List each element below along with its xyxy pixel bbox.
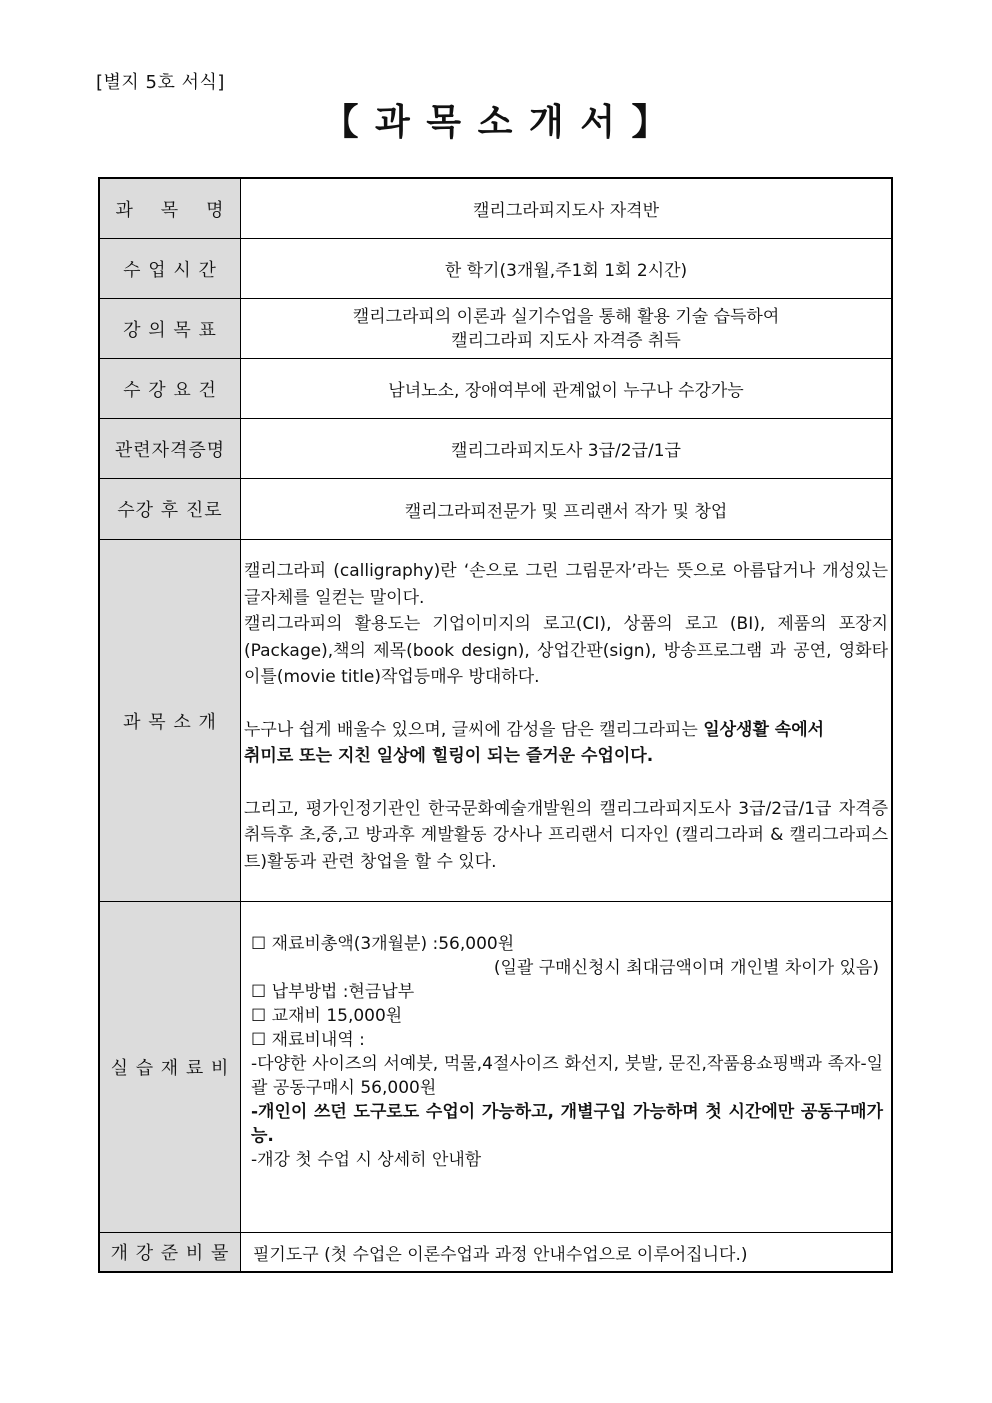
materials-textbook: ☐ 교재비 15,000원: [251, 1006, 403, 1026]
materials-guide: -개강 첫 수업 시 상세히 안내함: [251, 1150, 482, 1170]
intro-paragraph-3: [244, 717, 888, 744]
intro-p3-normal: 누구나 쉽게 배울수 있으며, 글씨에 감성을 담은 캘리그라피는: [244, 719, 704, 740]
goal-label: 강 의 목 표: [99, 299, 241, 359]
materials-own-tools: -개인이 쓰던 도구로도 수업이 가능하고, 개별구입 가능하며 첫 시간에만 공동구매가능.: [251, 1102, 883, 1146]
table-row: [99, 419, 892, 479]
requirements-value: 남녀노소, 장애여부에 관계없이 누구나 수강가능: [241, 359, 893, 419]
table-row: [99, 902, 892, 1233]
course-intro-table: [98, 177, 893, 1273]
class-time-label: 수 업 시 간: [99, 239, 241, 299]
intro-label: 과 목 소 개: [99, 540, 241, 902]
intro-paragraph-4: 그리고, 평가인정기관인 한국문화예술개발원의 캘리그라피지도사 3급/2급/1급 자격증 취득후 초,중,고 방과후 계발활동 강사나 프리랜서 디자인 (캘리그라퍼 & 캘리그라피스트)활동과 관련 창업을 할 수 있다.: [244, 798, 888, 872]
materials-value: [241, 902, 893, 1233]
preparation-value: 필기도구 (첫 수업은 이론수업과 과정 안내수업으로 이루어집니다.): [241, 1233, 893, 1273]
table-row: [99, 178, 892, 239]
class-time-value: 한 학기(3개월,주1회 1회 2시간): [241, 239, 893, 299]
intro-paragraph-2: 캘리그라피의 활용도는 기업이미지의 로고(CI), 상품의 로고 (BI), 제품의 포장지(Package),책의 제목(book design), 상업간판(sign), 방송프로그램 과 공연, 영화타이틀(movie title)작업등매우 방대하다.: [244, 614, 888, 687]
table-row: [99, 1233, 892, 1273]
table-row: [99, 299, 892, 359]
goal-line-2: 캘리그라피 지도사 자격증 취득: [451, 330, 681, 351]
career-value: 캘리그라피전문가 및 프리랜서 작가 및 창업: [241, 479, 893, 540]
intro-p3-bold-1: 일상생활 속에서: [703, 719, 825, 740]
certificate-label: 관련자격증명: [99, 419, 241, 479]
subject-value: 캘리그라피지도사 자격반: [241, 178, 893, 239]
document-title: 【 과 목 소 개 서 】: [322, 102, 670, 143]
table-row: [99, 239, 892, 299]
certificate-value: 캘리그라피지도사 3급/2급/1급: [241, 419, 893, 479]
table-row: [99, 359, 892, 419]
goal-value: [241, 299, 893, 359]
materials-total: ☐ 재료비총액(3개월분) :56,000원: [251, 934, 515, 954]
table-row: [99, 540, 892, 902]
table-row: [99, 479, 892, 540]
materials-payment: ☐ 납부방법 :현금납부: [251, 982, 415, 1002]
career-label: 수강 후 진로: [99, 479, 241, 540]
preparation-label: 개 강 준 비 물: [99, 1233, 241, 1273]
materials-note: (일괄 구매신청시 최대금액이며 개인별 차이가 있음): [493, 958, 879, 978]
goal-line-1: 캘리그라피의 이론과 실기수업을 통해 활용 기술 습득하여: [352, 306, 780, 327]
materials-items: -다양한 사이즈의 서예붓, 먹물,4절사이즈 화선지, 붓발, 문진,작품용쇼핑백과 족자-일괄 공동구매시 56,000원: [251, 1054, 883, 1098]
subject-label: 과 목 명: [99, 178, 241, 239]
materials-label: 실 습 재 료 비: [99, 902, 241, 1233]
materials-breakdown: ☐ 재료비내역 :: [251, 1030, 365, 1050]
intro-value: [241, 540, 893, 902]
form-label: [별지 5호 서식]: [96, 72, 225, 93]
intro-paragraph-1: 캘리그라피 (calligraphy)란 ‘손으로 그린 그림문자’라는 뜻으로 아름답거나 개성있는 글자체를 일컫는 말이다.: [244, 561, 888, 608]
requirements-label: 수 강 요 건: [99, 359, 241, 419]
intro-p3-bold-2: 취미로 또는 지친 일상에 힐링이 되는 즐거운 수업이다.: [244, 746, 654, 766]
